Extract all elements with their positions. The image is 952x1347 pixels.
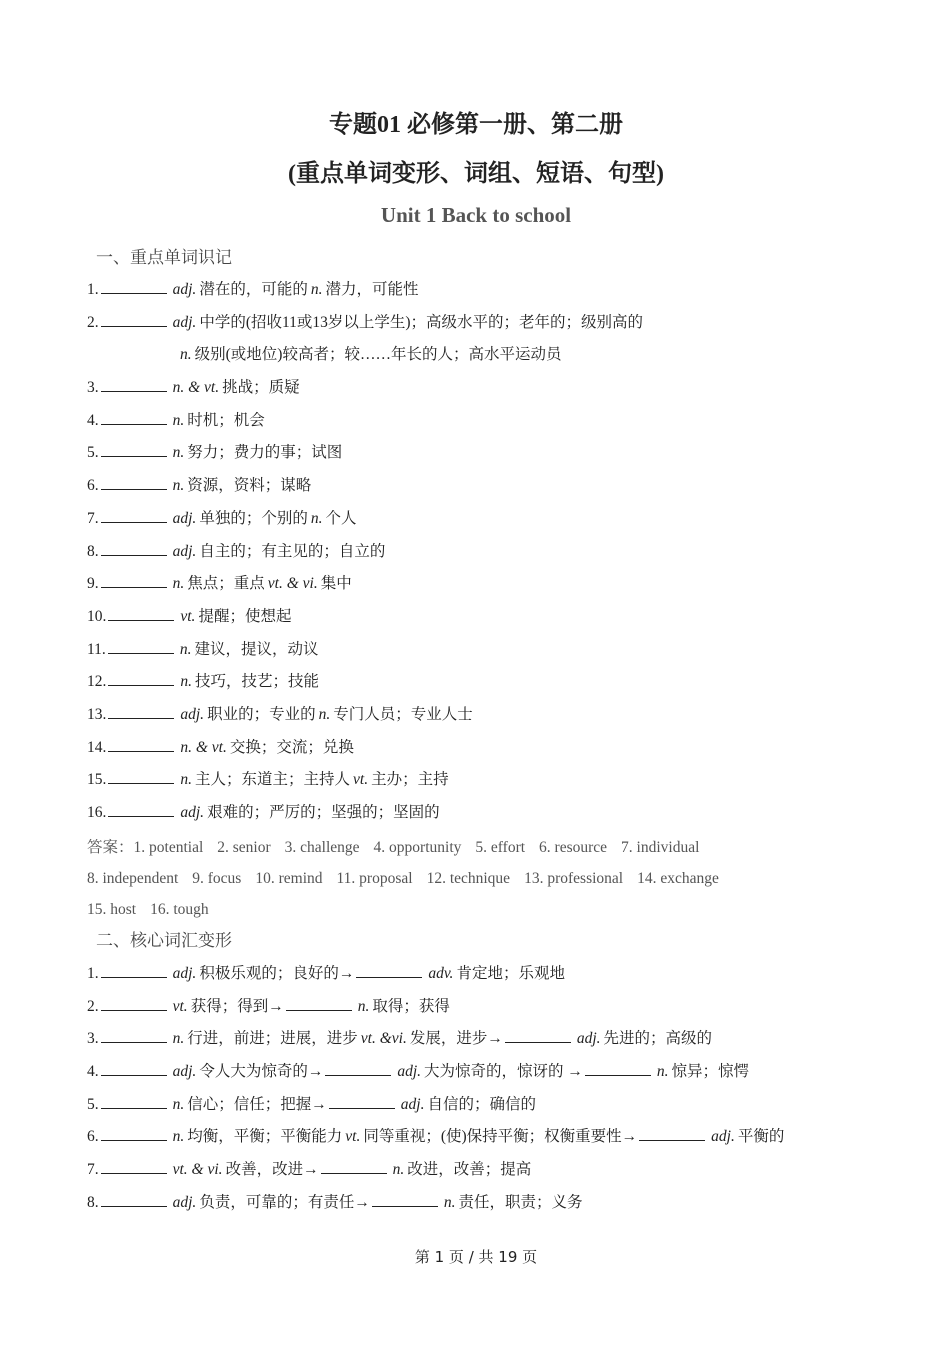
answer-blank[interactable] (101, 508, 167, 523)
answer-blank[interactable] (286, 996, 352, 1011)
item-text: 挑战；质疑 (222, 379, 300, 397)
part-of-speech: vt. (345, 1128, 361, 1146)
item-text: 6. (87, 1128, 99, 1146)
item-text: 12. (87, 673, 107, 691)
part-of-speech: adj. (180, 804, 205, 821)
answer-blank[interactable] (108, 671, 174, 686)
list-item (87, 568, 643, 601)
list-item (87, 1023, 784, 1056)
answer-blank[interactable] (108, 802, 174, 817)
item-text: 5. (87, 1095, 99, 1113)
item-text: 努力；费力的事；试图 (187, 444, 343, 462)
item-text: 4. (87, 411, 99, 429)
part-of-speech: adj. (400, 1095, 425, 1113)
answer-entry: 4. opportunity (373, 839, 462, 856)
list-item (87, 1056, 784, 1089)
answer-blank[interactable] (101, 1126, 167, 1141)
item-text: 获得；得到→ (190, 997, 284, 1015)
page-footer: 第 1 页 / 共 19 页 (414, 1248, 538, 1266)
part-of-speech: adj. (172, 542, 197, 560)
answer-blank[interactable] (101, 1192, 167, 1207)
answer-blank[interactable] (101, 475, 167, 490)
item-text: 艰难的；严厉的；坚强的；坚固的 (207, 804, 440, 821)
answer-entry: 5. effort (475, 839, 526, 856)
part-of-speech: n. (310, 281, 323, 298)
item-text: 15. (87, 771, 107, 789)
answer-entry: 9. focus (192, 870, 242, 887)
part-of-speech: n. (172, 575, 185, 593)
list-item (87, 764, 643, 797)
answer-blank[interactable] (585, 1061, 651, 1076)
item-text: 3. (87, 1030, 99, 1048)
part-of-speech: adj. (180, 705, 205, 723)
part-of-speech: n. (180, 346, 192, 364)
item-text: 平衡的 (737, 1128, 785, 1146)
answer-line (87, 863, 733, 894)
part-of-speech: vt. (172, 997, 188, 1015)
item-text: 10. (87, 607, 107, 625)
item-text: 个人 (325, 509, 357, 527)
item-text: 级别(或地位)较高者；较……年长的人；高水平运动员 (194, 346, 562, 364)
item-text: 行进，前进；进展，进步 (187, 1030, 358, 1048)
part-of-speech: n. (172, 1095, 185, 1113)
item-text: 时机；机会 (187, 411, 265, 429)
list-item (87, 1154, 784, 1187)
item-text: 1. (87, 965, 99, 982)
item-text: 积极乐观的；良好的→ (199, 965, 355, 982)
part-of-speech: n. (172, 411, 185, 429)
part-of-speech: adj. (172, 313, 197, 331)
item-text: 交换；交流；兑换 (229, 738, 354, 756)
part-of-speech: n. (179, 640, 192, 658)
answer-blank[interactable] (321, 1159, 387, 1174)
item-text: 7. (87, 1161, 99, 1179)
answer-line (87, 832, 733, 863)
answer-entry: 13. professional (524, 870, 624, 887)
part-of-speech: n. (656, 1063, 669, 1081)
item-text: 焦点；重点 (187, 575, 265, 593)
list-item (87, 634, 643, 667)
part-of-speech: n. (357, 997, 370, 1015)
part-of-speech: adj. (172, 965, 197, 982)
section-1-heading: 一、重点单词识记 (96, 248, 232, 267)
item-text: 5. (87, 444, 99, 462)
answer-blank[interactable] (108, 639, 174, 654)
answer-blank[interactable] (101, 1159, 167, 1174)
part-of-speech: adv. (428, 965, 454, 982)
item-text: 自主的；有主见的；自立的 (199, 542, 386, 560)
part-of-speech: adj. (397, 1063, 422, 1081)
answer-entry: 14. exchange (637, 870, 719, 887)
part-of-speech: n. (318, 705, 331, 723)
answer-blank[interactable] (108, 606, 174, 621)
list-item (87, 274, 643, 307)
list-item (87, 405, 643, 438)
answer-entry: 10. remind (255, 870, 323, 887)
item-text: 16. (87, 804, 107, 821)
item-text: 自信的；确信的 (427, 1095, 536, 1113)
item-text: 建议，提议，动议 (194, 640, 319, 658)
item-text: 7. (87, 509, 99, 527)
list-item (87, 1089, 784, 1122)
answer-blank[interactable] (108, 737, 174, 752)
part-of-speech: vt. & vi. (267, 575, 318, 593)
item-text: 13. (87, 705, 107, 723)
title-line-2: (重点单词变形、词组、短语、句型) (288, 161, 664, 187)
list-item (87, 470, 643, 503)
list-item (87, 991, 784, 1024)
part-of-speech: adj. (172, 1063, 197, 1081)
answer-blank[interactable] (101, 377, 167, 392)
item-text: 8. (87, 542, 99, 560)
part-of-speech: vt. (180, 607, 196, 625)
answer-entry: 3. challenge (284, 839, 360, 856)
answer-entry: 7. individual (621, 839, 700, 856)
item-text: 均衡，平衡；平衡能力 (187, 1128, 343, 1146)
item-text: 2. (87, 313, 99, 331)
list-item (87, 958, 784, 991)
item-text: 资源，资料；谋略 (187, 477, 312, 495)
item-text: 令人大为惊奇的→ (199, 1063, 324, 1081)
item-text: 6. (87, 477, 99, 495)
answer-entry: 8. independent (87, 870, 179, 887)
list-item (87, 666, 643, 699)
list-item (87, 699, 643, 732)
item-text: 改进，改善；提高 (407, 1161, 532, 1179)
list-item (87, 797, 643, 830)
item-text: 9. (87, 575, 99, 593)
item-text: 发展，进步→ (409, 1030, 503, 1048)
answer-blank[interactable] (101, 442, 167, 457)
answer-blank[interactable] (372, 1192, 438, 1207)
item-text: 肯定地；乐观地 (456, 965, 565, 982)
item-text: 4. (87, 1063, 99, 1081)
item-text: 潜在的，可能的 (199, 281, 308, 298)
answer-blank[interactable] (108, 704, 174, 719)
item-text: 职业的；专业的 (207, 705, 316, 723)
list-item (87, 437, 643, 470)
answer-blank[interactable] (101, 573, 167, 588)
item-text: 专门人员；专业人士 (333, 705, 473, 723)
answer-blank[interactable] (101, 410, 167, 425)
answer-blank[interactable] (101, 996, 167, 1011)
item-text: 信心；信任；把握→ (187, 1095, 327, 1113)
item-text: 1. (87, 281, 99, 298)
item-text: 单独的；个别的 (199, 509, 308, 527)
part-of-speech: adj. (172, 281, 197, 298)
section-1-list (87, 274, 643, 830)
list-item (87, 536, 643, 569)
answer-blank[interactable] (101, 541, 167, 556)
answer-key (87, 832, 733, 925)
item-text: 责任，职责；义务 (458, 1193, 583, 1211)
part-of-speech: n. & vt. (180, 738, 227, 756)
unit-title: Unit 1 Back to school (380, 203, 572, 227)
answer-entry: 1. potential (133, 839, 204, 856)
item-text: 负责，可靠的；有责任→ (199, 1193, 370, 1211)
part-of-speech: n. (172, 444, 185, 462)
answer-blank[interactable] (101, 1061, 167, 1076)
part-of-speech: adj. (711, 1128, 735, 1146)
answer-blank[interactable] (356, 963, 422, 978)
answer-blank[interactable] (329, 1094, 395, 1109)
item-text: 主办；主持 (371, 771, 449, 789)
answer-blank[interactable] (101, 963, 167, 978)
answer-label: 答案： (87, 839, 134, 856)
part-of-speech: n. (180, 673, 192, 691)
list-item (87, 339, 643, 372)
part-of-speech: adj. (172, 1193, 197, 1211)
section-2-list (87, 958, 784, 1220)
item-text: 潜力，可能性 (325, 281, 419, 298)
item-text: 惊异；惊愕 (671, 1063, 750, 1081)
answer-entry: 12. technique (426, 870, 511, 887)
part-of-speech: n. (172, 477, 185, 495)
part-of-speech: vt. &vi. (360, 1030, 407, 1048)
list-item (87, 307, 643, 340)
item-text: 3. (87, 379, 99, 397)
item-text: 11. (87, 640, 106, 658)
answer-blank[interactable] (505, 1028, 571, 1043)
answer-entry: 6. resource (539, 839, 608, 856)
item-text: 14. (87, 738, 107, 756)
answer-line (87, 894, 733, 925)
part-of-speech: n. (180, 771, 192, 789)
item-text: 8. (87, 1193, 99, 1211)
list-item (87, 503, 643, 536)
list-item (87, 732, 643, 765)
part-of-speech: adj. (576, 1030, 601, 1048)
item-text: 技巧，技艺；技能 (195, 673, 320, 691)
list-item (87, 372, 643, 405)
answer-blank[interactable] (639, 1126, 705, 1141)
part-of-speech: vt. (353, 771, 369, 789)
item-text: 主人；东道主；主持人 (195, 771, 351, 789)
item-text: 提醒；使想起 (198, 607, 292, 625)
part-of-speech: n. (392, 1161, 405, 1179)
section-2-heading: 二、核心词汇变形 (96, 931, 232, 950)
answer-blank[interactable] (101, 1028, 167, 1043)
part-of-speech: vt. & vi. (172, 1161, 223, 1179)
item-text: 集中 (320, 575, 352, 593)
list-item (87, 1187, 784, 1220)
answer-blank[interactable] (101, 312, 167, 327)
list-item (87, 1121, 784, 1154)
item-text: 2. (87, 997, 99, 1015)
answer-blank[interactable] (101, 279, 167, 294)
answer-entry: 11. proposal (336, 870, 413, 887)
title-line-1: 专题01 必修第一册、第二册 (329, 112, 623, 138)
part-of-speech: n. (172, 1030, 185, 1048)
list-item (87, 601, 643, 634)
item-text: 中学的(招收11或13岁以上学生)；高级水平的；老年的；级别高的 (199, 313, 644, 331)
answer-blank[interactable] (108, 769, 174, 784)
answer-entry: 15. host (87, 901, 137, 918)
answer-entry: 16. tough (150, 901, 209, 918)
item-text: 同等重视；(使)保持平衡；权衡重要性→ (363, 1128, 638, 1146)
item-text: 大为惊奇的，惊讶的 → (424, 1063, 583, 1081)
item-text: 改善，改进→ (225, 1161, 319, 1179)
part-of-speech: n. (310, 509, 323, 527)
item-text: 取得；获得 (372, 997, 450, 1015)
item-text: 先进的；高级的 (603, 1030, 713, 1048)
part-of-speech: n. (172, 1128, 185, 1146)
answer-blank[interactable] (101, 1094, 167, 1109)
part-of-speech: n. (443, 1193, 456, 1211)
answer-blank[interactable] (325, 1061, 391, 1076)
answer-entry: 2. senior (217, 839, 271, 856)
part-of-speech: n. & vt. (172, 379, 220, 397)
part-of-speech: adj. (172, 509, 197, 527)
